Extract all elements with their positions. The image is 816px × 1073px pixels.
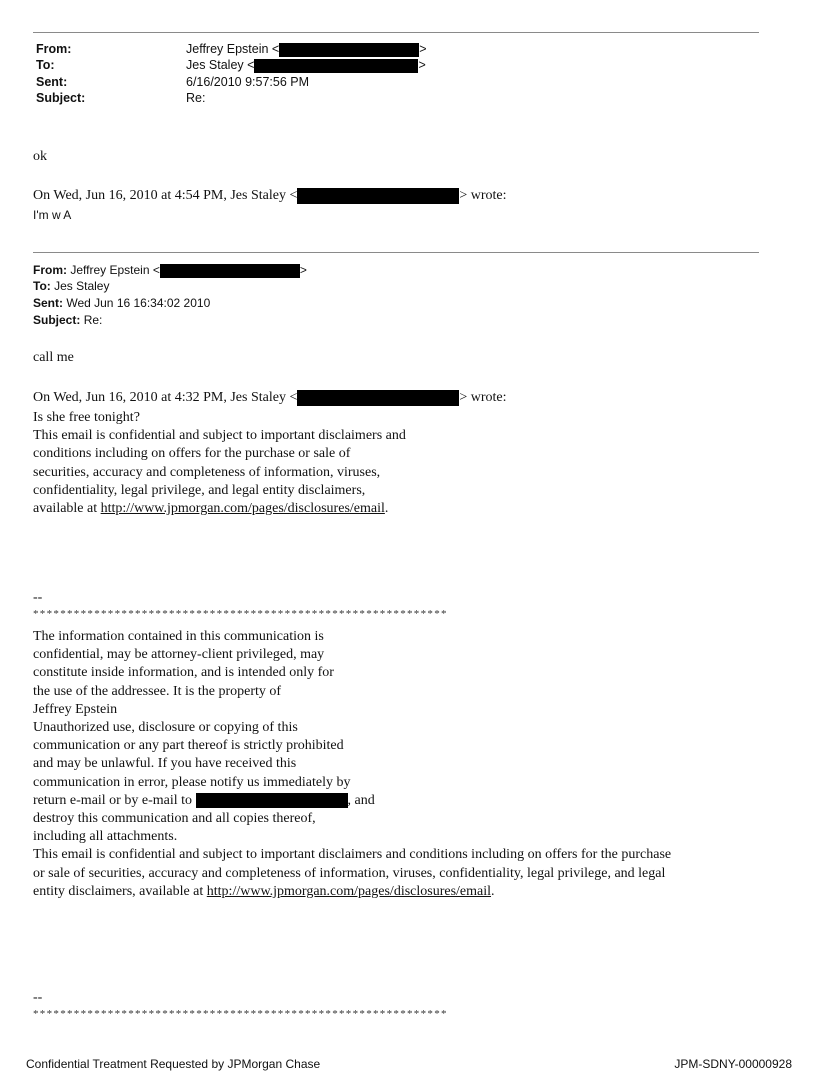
- fwd-subject-value: Re:: [83, 313, 103, 327]
- from-value: [186, 42, 427, 57]
- top-divider: [33, 32, 759, 33]
- wide-last-prefix: entity disclaimers, available at: [33, 883, 207, 899]
- reply-quote-line: [33, 188, 507, 204]
- period: .: [384, 501, 389, 517]
- fwd-from-line: [33, 263, 307, 278]
- redaction-block: [297, 188, 459, 204]
- to-name: Jes Staley <: [186, 58, 255, 72]
- disclaimer-line: confidentiality, legal privilege, and legal entity disclaimers,: [33, 482, 366, 498]
- fwd-body: call me: [33, 350, 74, 365]
- redaction-block: [196, 793, 348, 808]
- available-at-text: available at: [33, 501, 101, 517]
- signature-dashes-2: --: [33, 990, 43, 1005]
- signature-line: the use of the addressee. It is the property of: [33, 683, 282, 699]
- footer-confidential: Confidential Treatment Requested by JPMorgan Chase: [26, 1057, 321, 1071]
- fwd-question: Is she free tonight?: [33, 410, 140, 425]
- redaction-block: [160, 264, 300, 278]
- fwd-to-line: [33, 279, 109, 293]
- fwd-quote-suffix: > wrote:: [459, 390, 507, 406]
- redaction-block: [254, 59, 418, 73]
- fwd-subject-line: [33, 313, 102, 327]
- return-email-line: [33, 792, 671, 810]
- signature-line: confidential, may be attorney-client privileged, may: [33, 647, 325, 663]
- subject-value: Re:: [186, 91, 206, 105]
- fwd-sent-label: Sent:: [33, 296, 63, 310]
- wide-disclaimer-link-line: [33, 883, 671, 901]
- redaction-block: [297, 390, 459, 406]
- quote-suffix: > wrote:: [459, 188, 507, 204]
- signature-stars-2: *************************************************************: [33, 1008, 448, 1020]
- to-close: >: [418, 58, 426, 72]
- signature-line: Jeffrey Epstein: [33, 701, 118, 717]
- fwd-from-close: >: [299, 263, 307, 277]
- disclaimer-line: securities, accuracy and completeness of information, viruses,: [33, 464, 381, 480]
- fwd-sent-line: [33, 296, 210, 310]
- from-close: >: [419, 42, 427, 56]
- sent-label: Sent:: [36, 75, 68, 89]
- signature-line: communication or any part thereof is strictly prohibited: [33, 738, 344, 754]
- footer-bates-number: JPM-SDNY-00000928: [674, 1057, 792, 1071]
- sent-value: 6/16/2010 9:57:56 PM: [186, 75, 310, 89]
- to-value: [186, 58, 426, 73]
- fwd-quote-body: [33, 409, 406, 518]
- signature-dashes: --: [33, 590, 43, 605]
- fwd-to-value: Jes Staley: [54, 279, 110, 293]
- wide-disclaimer-line: This email is confidential and subject to important disclaimers and conditions including on offers for the purchase: [33, 847, 672, 863]
- fwd-from-label: From:: [33, 263, 67, 277]
- fwd-to-label: To:: [33, 279, 51, 293]
- wide-disclaimer-line: or sale of securities, accuracy and completeness of information, viruses, confidentiality, legal privilege, and legal: [33, 865, 666, 881]
- signature-body: [33, 628, 671, 901]
- forward-divider: [33, 252, 759, 253]
- quote-prefix: On Wed, Jun 16, 2010 at 4:54 PM, Jes Staley <: [33, 188, 298, 204]
- from-label: From:: [36, 42, 72, 56]
- signature-line: and may be unlawful. If you have received this: [33, 756, 297, 772]
- reply-quote-text: I'm w A: [33, 208, 72, 222]
- from-name: Jeffrey Epstein <: [186, 42, 280, 56]
- reply-body: ok: [33, 149, 47, 164]
- signature-stars: *************************************************************: [33, 608, 448, 620]
- redaction-block: [279, 43, 419, 57]
- period: .: [491, 883, 495, 899]
- return-suffix: , and: [347, 792, 375, 808]
- to-label: To:: [36, 58, 55, 72]
- disclaimer-line: This email is confidential and subject to important disclaimers and: [33, 428, 406, 444]
- return-prefix: return e-mail or by e-mail to: [33, 792, 196, 808]
- fwd-from-value: Jeffrey Epstein <: [70, 263, 160, 277]
- fwd-subject-label: Subject:: [33, 313, 81, 327]
- fwd-sent-value: Wed Jun 16 16:34:02 2010: [66, 296, 211, 310]
- disclaimer-line: conditions including on offers for the purchase or sale of: [33, 446, 351, 462]
- signature-line: constitute inside information, and is intended only for: [33, 665, 334, 681]
- disclosures-link-2[interactable]: http://www.jpmorgan.com/pages/disclosures/email: [206, 883, 492, 899]
- signature-line: The information contained in this communication is: [33, 629, 324, 644]
- disclosures-link[interactable]: http://www.jpmorgan.com/pages/disclosures/email: [100, 501, 385, 517]
- signature-line: communication in error, please notify us immediately by: [33, 774, 351, 790]
- signature-line: including all attachments.: [33, 829, 178, 845]
- signature-line: destroy this communication and all copies thereof,: [33, 811, 316, 827]
- fwd-quote-prefix: On Wed, Jun 16, 2010 at 4:32 PM, Jes Staley <: [33, 390, 298, 406]
- fwd-quote-line: [33, 390, 507, 406]
- disclaimer-link-line: [33, 500, 406, 518]
- subject-label: Subject:: [36, 91, 86, 105]
- signature-line: Unauthorized use, disclosure or copying of this: [33, 720, 298, 736]
